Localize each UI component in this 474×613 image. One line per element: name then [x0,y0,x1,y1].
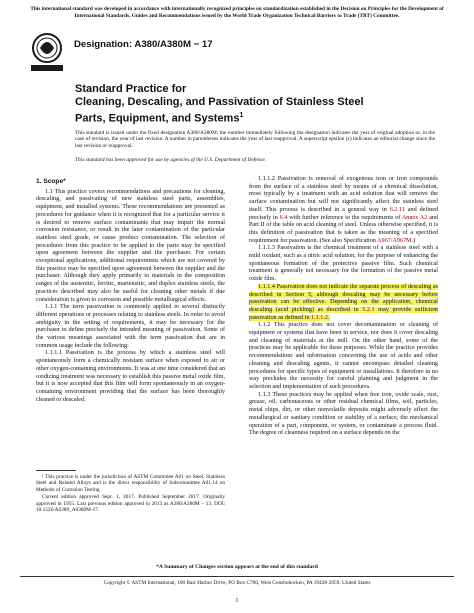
title-block [75,83,435,126]
page-number: 1 [235,597,239,604]
title-line-1: Cleaning, Descaling, and Passivation of Stainless Steel [75,96,364,108]
designation: Designation: A380/A380M − 17 [74,39,213,50]
highlighted-text: 1.1.1.4 Passivation does not indicate the separate process of descaling as described in Section 5, although descaling may be necessary before passivation can be effective. Depending on the application, chemical descaling (acid pickling) as described in 5.2.1 may provide sufficient passivation as defined in 1.1.1.2. [249,283,439,321]
paragraph-1-1: 1.1 This practice covers recommendations and precautions for cleaning, descaling, and passivating of new stainless steel parts, assemblies, equipment, and installed systems. These recommendations are presented as procedures for guidance when it is recognized that for a particular service it is desired to remove surface contaminants that may impair the normal corrosion resistance, or result in the later contamination of the particular stainless steel grade, or cause product contamination. The selection of procedures from this practice to be applied to the parts may be specified upon agreement between the supplier and the purchaser. For certain exceptional applications, additional requirements which are not covered by this practice may be specified upon agreement between the supplier and the purchaser. Although they apply primarily to materials in the composition ranges of the austenitic, ferritic, martensitic, and duplex stainless steels, the practices described may also be useful for cleaning other metals if due consideration is given to corrosion and possible metallurgical effects. [36,188,225,303]
ref-1-1-1-2-link[interactable]: 1.1.1.2 [311,314,328,321]
paragraph-1-1-1-4 [249,284,438,323]
summary-of-changes-note: *A Summary of Changes section appears at the end of this standard [156,564,318,570]
wto-notice: This international standard was developed in accordance with internationally recognized principles on standardization established in the Decision on Principles for the Development of International Standards, Guides and Recommendations issued by the World Trade Organization Technical Barriers to Trade (TBT) Committee. [30,6,444,19]
title-line-2: Parts, Equipment, and Systems [75,112,240,125]
footnote-2: Current edition approved Sept. 1, 2017. Published September 2017. Originally approved in 1955. Last previous edition approved in 2013 as A380/A380M – 13. DOI: 10.1520/A0380_A0380M-17. [36,494,225,514]
paragraph-1-1-1-2: 1.1.1.2 Passivation is removal of exogenous iron or iron compounds from the surface of a stainless steel by means of a chemical dissolution, most typically by a treatment with an acid solution that will remove the surface contamination but will not significantly affect the stainless steel itself. This process is described in a general way in 6.2.11 and defined precisely in 6.4 with further reference to the requirements of Annex A2 and Part II of the table on acid cleaning of steel. Unless otherwise specified, it is this definition of passivation that is taken as the meaning of a specified requirement for passivation. (See also Specification A967/A967M.) [249,176,438,244]
title-footnote-mark: 1 [239,112,244,119]
standard-title [75,96,435,126]
footnote-1: ¹ This practice is under the jurisdiction of ASTM Committee A01 on Steel, Stainless Steel and Related Alloys and is the direct responsibility of Subcommittee A01.14 on Methods of Corrosion Testing. [36,474,225,493]
astm-logo-icon [30,32,64,76]
ref-annex-a2-link[interactable]: Annex A2 [401,214,428,221]
copyright-footer: Copyright © ASTM International, 100 Barr Harbor Drive, PO Box C700, West Conshohocken, PA 19428-2959. United States [20,576,454,586]
footnote-divider [36,470,76,471]
issuance-note: This standard is issued under the fixed designation A380/A380M; the number immediately following the designation indicates the year of original adoption or, in the case of revision, the year of last revision. A number in parentheses indicates the year of last reapproval. A superscript epsilon (ε) indicates an editorial change since the last revision or reapproval. [75,130,435,149]
astm-logo [30,32,64,76]
paragraph-1-1-1-3: 1.1.1.3 Passivation is the chemical treatment of a stainless steel with a mild oxidant, such as a nitric acid solution, for the purpose of enhancing the spontaneous formation of the protective passive film. Such chemical treatment is generally not necessary for the formation of the passive metal oxide film. [249,245,438,283]
paragraph-1-1-2: 1.1.2 This practice does not cover decontamination or cleaning of equipment or systems that have been in service, nor does it cover descaling and cleaning of materials at the mill. On the other hand, some of the practices may be applicable for these purposes. While the practice provides recommendations and information concerning the use of acids and other cleaning and descaling agents, it cannot encompass detailed cleaning procedures for specific types of equipment or installations. It therefore in no way precludes the necessity for careful planning and judgment in the selection and implementation of such procedures. [249,322,438,390]
right-column [249,176,438,438]
ref-a967-link[interactable]: A967/A967M [377,237,412,244]
left-column [36,178,225,404]
paragraph-1-1-1: 1.1.1 The term passivation is commonly applied to several distinctly different operations or processes relating to stainless steels. In order to avoid ambiguity in the setting of requirements, it may be necessary for the purchaser to define precisely the intended meaning of passivation. Some of the various meanings associated with the term passivation that are in common usage include the following: [36,304,225,349]
ref-5-2-1-link[interactable]: 5.2.1 [362,306,375,313]
standard-type: Standard Practice for [75,83,187,95]
ref-6-4-link[interactable]: 6.4 [279,214,288,221]
approval-note: This standard has been approved for use by agencies of the U.S. Department of Defense. [75,157,267,163]
ref-6-2-11-link[interactable]: 6.2.11 [389,206,405,213]
paragraph-1-1-1-1: 1.1.1.1 Passivation is the process by which a stainless steel will spontaneously form a chemically resistant surface when exposed to air or other oxygen-containing environments. It was at one time considered that an oxidizing treatment was necessary to establish this passive metal oxide film, but it is now accepted that this film will form spontaneously in an oxygen-containing environment providing that the surface has been thoroughly cleaned or descaled. [36,350,225,403]
footnotes [36,470,225,514]
scope-heading: 1. Scope* [36,178,66,185]
paragraph-1-1-3: 1.1.3 These practices may be applied when free iron, oxide scale, rust, grease, oil, carbonaceous or other residual chemical films, soil, particles, metal chips, dirt, or other nonvolatile deposits might adversely affect the metallurgical or sanitary condition or stability of a surface, the mechanical operation of a part, component, or system, or contaminate a process fluid. The degree of cleanness required on a surface depends on the [249,391,438,437]
